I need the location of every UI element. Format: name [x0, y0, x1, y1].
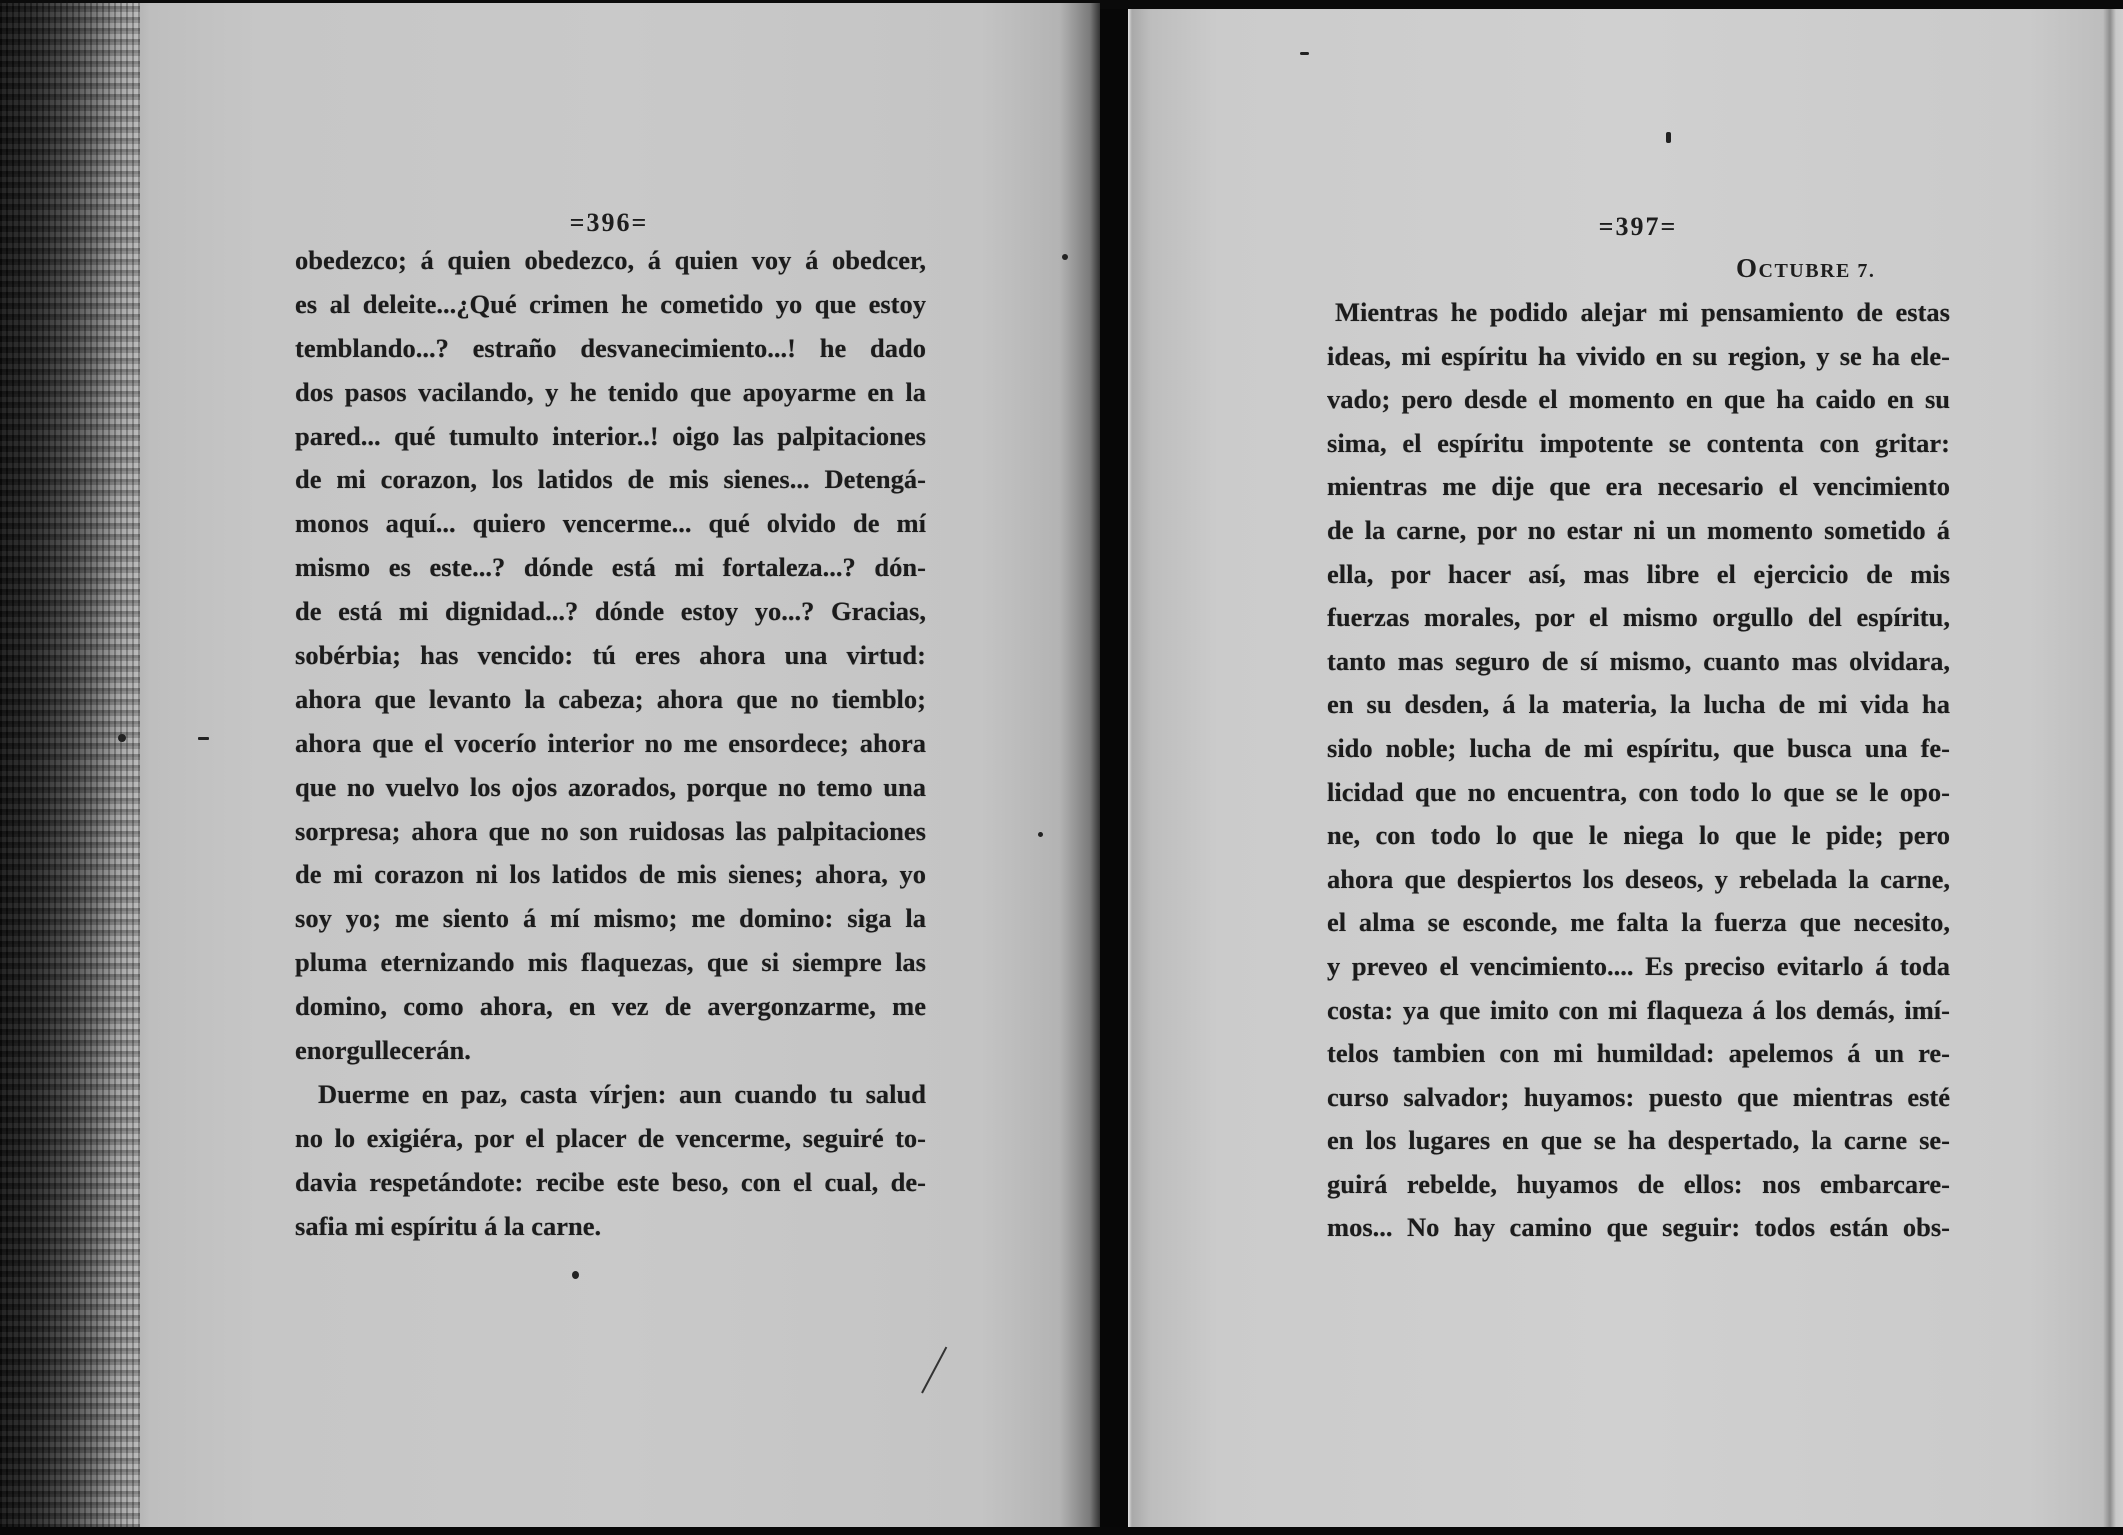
- text-line: domino, como ahora, en vez de avergonzarme, me: [295, 991, 926, 1022]
- text-line: en su desden, á la materia, la lucha de mi vida ha: [1327, 689, 1950, 720]
- text-line: ella, por hacer así, mas libre el ejercicio de mis: [1327, 558, 1950, 589]
- book-gutter: [1100, 0, 1128, 1535]
- scan-top-border: [1100, 0, 2123, 9]
- text-line: curso salvador; huyamos: puesto que mientras esté: [1327, 1081, 1950, 1112]
- text-line: monos aquí... quiero vencerme... qué olvido de mí: [295, 508, 926, 539]
- text-line: tanto mas seguro de sí mismo, cuanto mas olvidara,: [1327, 645, 1950, 676]
- text-line: sima, el espíritu impotente se contenta con gritar:: [1327, 427, 1950, 458]
- text-line: ideas, mi espíritu ha vivido en su region, y se ha ele-: [1327, 340, 1950, 371]
- text-line: pared... qué tumulto interior..! oigo las palpitaciones: [295, 420, 926, 451]
- scan-speck: [198, 737, 209, 740]
- scan-speck: [118, 734, 126, 742]
- text-line: soy yo; me siento á mí mismo; me domino: siga la: [295, 903, 926, 934]
- text-line: ahora que el vocerío interior no me ensordece; ahora: [295, 727, 926, 758]
- scan-speck: [572, 1271, 579, 1279]
- text-line: vado; pero desde el momento en que ha caido en su: [1327, 384, 1950, 415]
- text-line: sorpresa; ahora que no son ruidosas las palpitaciones: [295, 815, 926, 846]
- text-line: ahora que despiertos los deseos, y rebelada la carne,: [1327, 863, 1950, 894]
- scan-speck: [1038, 832, 1043, 837]
- paragraph: [295, 239, 926, 1073]
- text-line: sobérbia; has vencido: tú eres ahora una virtud:: [295, 640, 926, 671]
- page-number-right: =397=: [1598, 212, 1678, 241]
- text-line: mientras me dije que era necesario el vencimiento: [1327, 471, 1950, 502]
- text-line: de mi corazon, los latidos de mis sienes... Detengá-: [295, 464, 926, 495]
- text-line: mismo es este...? dónde está mi fortaleza...? dón-: [295, 552, 926, 583]
- text-line: ahora que levanto la cabeza; ahora que no tiemblo;: [295, 683, 926, 714]
- text-line: Mientras he podido alejar mi pensamiento de estas: [1335, 297, 1950, 327]
- text-line: de mi corazon ni los latidos de mis sienes; ahora, yo: [295, 859, 926, 890]
- text-line: telos tambien con mi humildad: apelemos á un re-: [1327, 1038, 1950, 1069]
- scan-bottom-border: [0, 1527, 2123, 1535]
- scan-speck: [1666, 132, 1671, 143]
- text-line: safia mi espíritu á la carne.: [295, 1210, 602, 1241]
- text-line: en los lugares en que se ha despertado, la carne se-: [1327, 1125, 1950, 1156]
- entry-date-heading: OCTUBRE 7.: [1736, 253, 1876, 283]
- page-number-left: =396=: [569, 208, 649, 237]
- text-line: obedezco; á quien obedezco, á quien voy á obedcer,: [295, 245, 926, 275]
- right-page-text: [1327, 291, 1950, 1250]
- text-line: licidad que no encuentra, con todo lo que se le opo-: [1327, 776, 1950, 807]
- text-line: de la carne, por no estar ni un momento sometido á: [1327, 514, 1950, 545]
- text-line: el alma se esconde, me falta la fuerza que necesito,: [1327, 907, 1950, 938]
- text-line: pluma eternizando mis flaquezas, que si siempre las: [295, 947, 926, 978]
- text-line: Duerme en paz, casta vírjen: aun cuando tu salud: [318, 1078, 926, 1109]
- text-line: dos pasos vacilando, y he tenido que apoyarme en la: [295, 376, 926, 407]
- text-line: ne, con todo lo que le niega lo que le pide; pero: [1327, 820, 1950, 851]
- text-line: enorgullecerán.: [295, 1035, 471, 1066]
- left-page-text: [295, 239, 926, 1248]
- text-line: costa: ya que imito con mi flaqueza á los demás, imí-: [1327, 994, 1950, 1025]
- text-line: davia respetándote: recibe este beso, con el cual, de-: [295, 1166, 926, 1197]
- text-line: sido noble; lucha de mi espíritu, que busca una fe-: [1327, 732, 1950, 763]
- text-line: no lo exigiéra, por el placer de vencerme, seguiré to-: [295, 1122, 926, 1153]
- text-line: y preveo el vencimiento.... Es preciso evitarlo á toda: [1327, 950, 1950, 981]
- text-line: mos... No hay camino que seguir: todos están obs-: [1327, 1212, 1950, 1243]
- scan-speck: [1062, 254, 1068, 260]
- binding-edge: [0, 3, 140, 1527]
- text-line: temblando...? estraño desvanecimiento...! he dado: [295, 332, 926, 363]
- text-line: que no vuelvo los ojos azorados, porque no temo una: [295, 771, 926, 802]
- text-line: es al deleite...¿Qué crimen he cometido yo que estoy: [295, 288, 926, 319]
- text-line: de está mi dignidad...? dónde estoy yo...? Gracias,: [295, 596, 926, 627]
- scan-speck: [1300, 52, 1309, 55]
- text-line: fuerzas morales, por el mismo orgullo del espíritu,: [1327, 602, 1950, 633]
- text-line: guirá rebelde, huyamos de ellos: nos embarcare-: [1327, 1168, 1950, 1199]
- paragraph: [1327, 291, 1950, 1250]
- paragraph: [295, 1073, 926, 1249]
